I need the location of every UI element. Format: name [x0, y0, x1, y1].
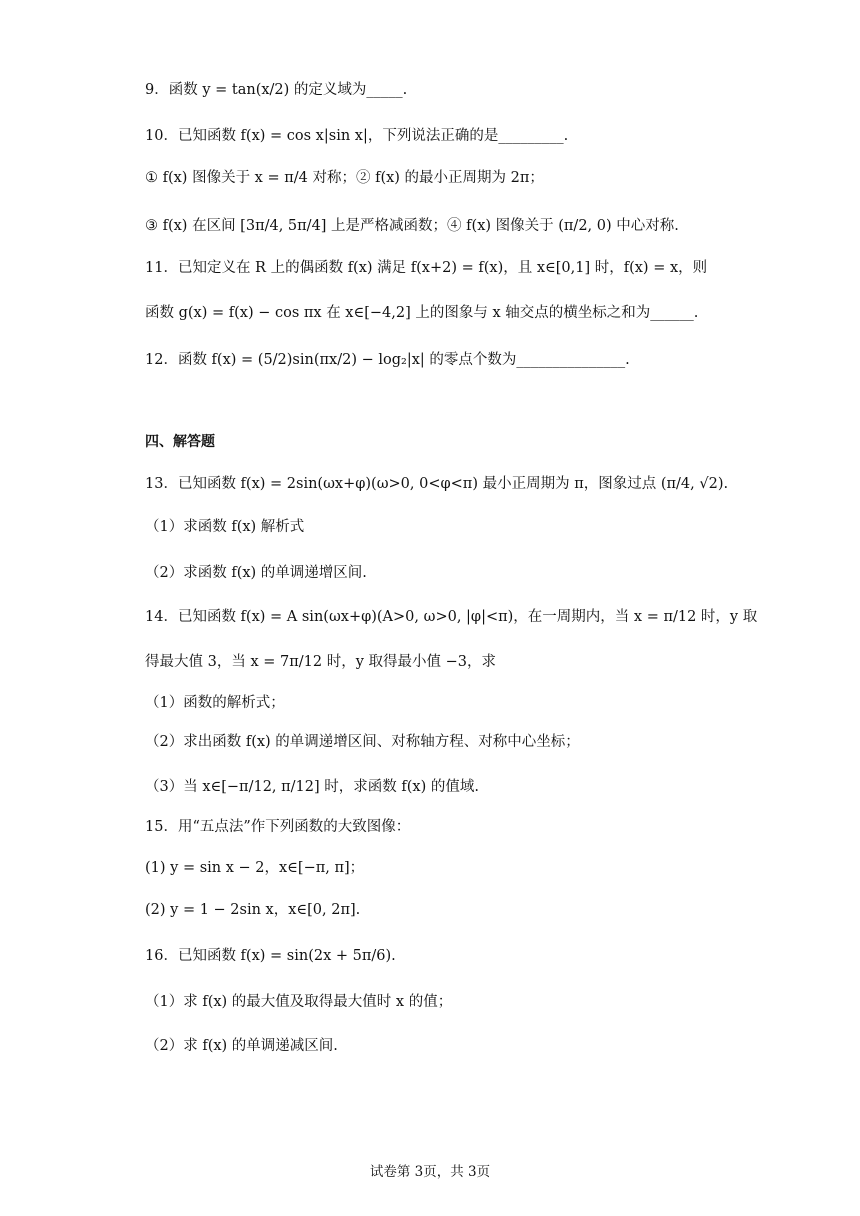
q16: 16．已知函数 f(x) = sin(2x + 5π/6). [145, 948, 396, 964]
q16-part2: （2）求 f(x) 的单调递减区间. [145, 1038, 338, 1054]
q14-part1: （1）函数的解析式； [145, 695, 285, 711]
q13: 13．已知函数 f(x) = 2sin(ωx+φ)(ω>0, 0<φ<π) 最小正周期为 π，图象过点 (π/4, √2). [145, 476, 729, 492]
q9: 9．函数 y = tan(x/2) 的定义域为_____. [145, 82, 408, 98]
q14-line2: 得最大值 3，当 x = 7π/12 时，y 取得最小值 −3，求 [145, 654, 496, 670]
page-footer: 试卷第 3页，共 3页 [369, 1164, 491, 1180]
q15-part2: (2) y = 1 − 2sin x，x∈[0, 2π]. [145, 902, 361, 918]
q14-part2: （2）求出函数 f(x) 的单调递增区间、对称轴方程、对称中心坐标； [145, 734, 580, 750]
q14-line1: 14．已知函数 f(x) = A sin(ωx+φ)(A>0, ω>0, |φ|<π)，在一周期内，当 x = π/12 时，y 取 [145, 609, 758, 625]
q10: 10．已知函数 f(x) = cos x|sin x|，下列说法正确的是_________. [145, 128, 569, 144]
q12: 12．函数 f(x) = (5/2)sin(πx/2) − log₂|x| 的零点个数为_______________. [145, 352, 630, 368]
q14-part3: （3）当 x∈[−π/12, π/12] 时，求函数 f(x) 的值域. [145, 779, 479, 795]
q10-options-2: ③ f(x) 在区间 [3π/4, 5π/4] 上是严格减函数；④ f(x) 图像关于 (π/2, 0) 中心对称. [145, 218, 679, 234]
q11-line1: 11．已知定义在 R 上的偶函数 f(x) 满足 f(x+2) = f(x)，且 x∈[0,1] 时，f(x) = x，则 [145, 260, 708, 276]
section-heading: 四、解答题 [145, 434, 215, 450]
q10-options-1: ① f(x) 图像关于 x = π/4 对称；② f(x) 的最小正周期为 2π； [145, 170, 544, 186]
q13-part1: （1）求函数 f(x) 解析式 [145, 519, 305, 535]
q11-line2: 函数 g(x) = f(x) − cos πx 在 x∈[−4,2] 上的图象与 x 轴交点的横坐标之和为______. [145, 305, 699, 321]
q15-part1: (1) y = sin x − 2，x∈[−π, π]； [145, 860, 365, 876]
q15: 15．用“五点法”作下列函数的大致图像： [145, 819, 411, 835]
q16-part1: （1）求 f(x) 的最大值及取得最大值时 x 的值； [145, 994, 453, 1010]
q13-part2: （2）求函数 f(x) 的单调递增区间. [145, 565, 367, 581]
